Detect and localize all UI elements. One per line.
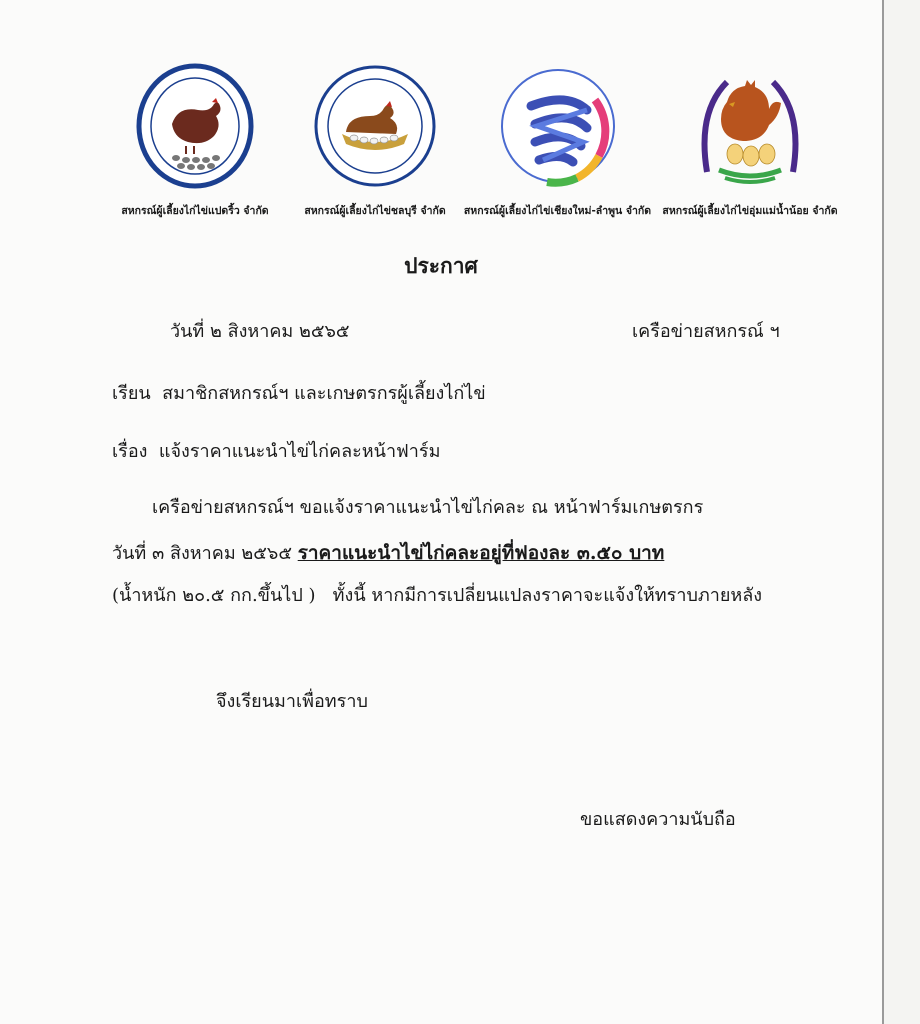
body-line-3 <box>112 580 762 609</box>
logo-coop-paet-rio <box>100 62 290 217</box>
logo-row <box>100 62 845 222</box>
hen-seal-icon <box>134 62 256 190</box>
logo-caption: สหกรณ์ผู้เลี้ยงไก่ไข่เชียงใหม่-ลำพูน จำกัด <box>463 205 652 217</box>
announcement-date: วันที่ ๒ สิงหาคม ๒๕๖๕ <box>170 321 350 342</box>
hen-nest-seal-icon <box>312 62 438 190</box>
change-note: ทั้งนี้ หากมีการเปลี่ยนแปลงราคาจะแจ้งให้ทราบภายหลัง <box>332 585 763 606</box>
subject-line <box>112 436 440 465</box>
weight-note: (น้ำหนัก ๒๐.๕ กก.ขึ้นไป ) <box>112 585 316 606</box>
announcement-title: ประกาศ <box>404 253 478 278</box>
regards-text: ขอแสดงความนับถือ <box>580 809 736 830</box>
logo-coop-tum-mae-nam-noi <box>655 62 845 217</box>
subject-value: แจ้งราคาแนะนำไข่ไก่คละหน้าฟาร์ม <box>158 441 441 462</box>
hen-eggs-emblem-icon <box>685 62 815 194</box>
recipient-label: เรียน <box>112 383 151 404</box>
logo-coop-chiangmai-lamphun <box>455 62 660 217</box>
recipient-value: สมาชิกสหกรณ์ฯ และเกษตรกรผู้เลี้ยงไก่ไข่ <box>162 383 486 404</box>
body-line-1: เครือข่ายสหกรณ์ฯ ขอแจ้งราคาแนะนำไข่ไก่คละ ณ หน้าฟาร์มเกษตรกร <box>152 497 704 518</box>
announcement-issuer: เครือข่ายสหกรณ์ ฯ <box>632 321 780 342</box>
price-highlight: ราคาแนะนำไข่ไก่คละอยู่ที่ฟองละ ๓.๕๐ บาท <box>297 542 665 564</box>
logo-coop-chonburi <box>290 62 460 217</box>
price-date: วันที่ ๓ สิงหาคม ๒๕๖๕ <box>112 543 292 564</box>
ribbon-seal-icon <box>495 62 621 190</box>
subject-label: เรื่อง <box>112 441 148 462</box>
body-line-2 <box>112 538 664 568</box>
logo-caption: สหกรณ์ผู้เลี้ยงไก่ไข่ชลบุรี จำกัด <box>304 205 446 217</box>
recipient-line <box>112 378 486 407</box>
closing-text: จึงเรียนมาเพื่อทราบ <box>216 691 368 712</box>
logo-caption: สหกรณ์ผู้เลี้ยงไก่ไข่แปดริ้ว จำกัด <box>121 205 269 217</box>
logo-caption: สหกรณ์ผู้เลี้ยงไก่ไข่อุ่มแม่น้ำน้อย จำกัด <box>662 205 838 217</box>
